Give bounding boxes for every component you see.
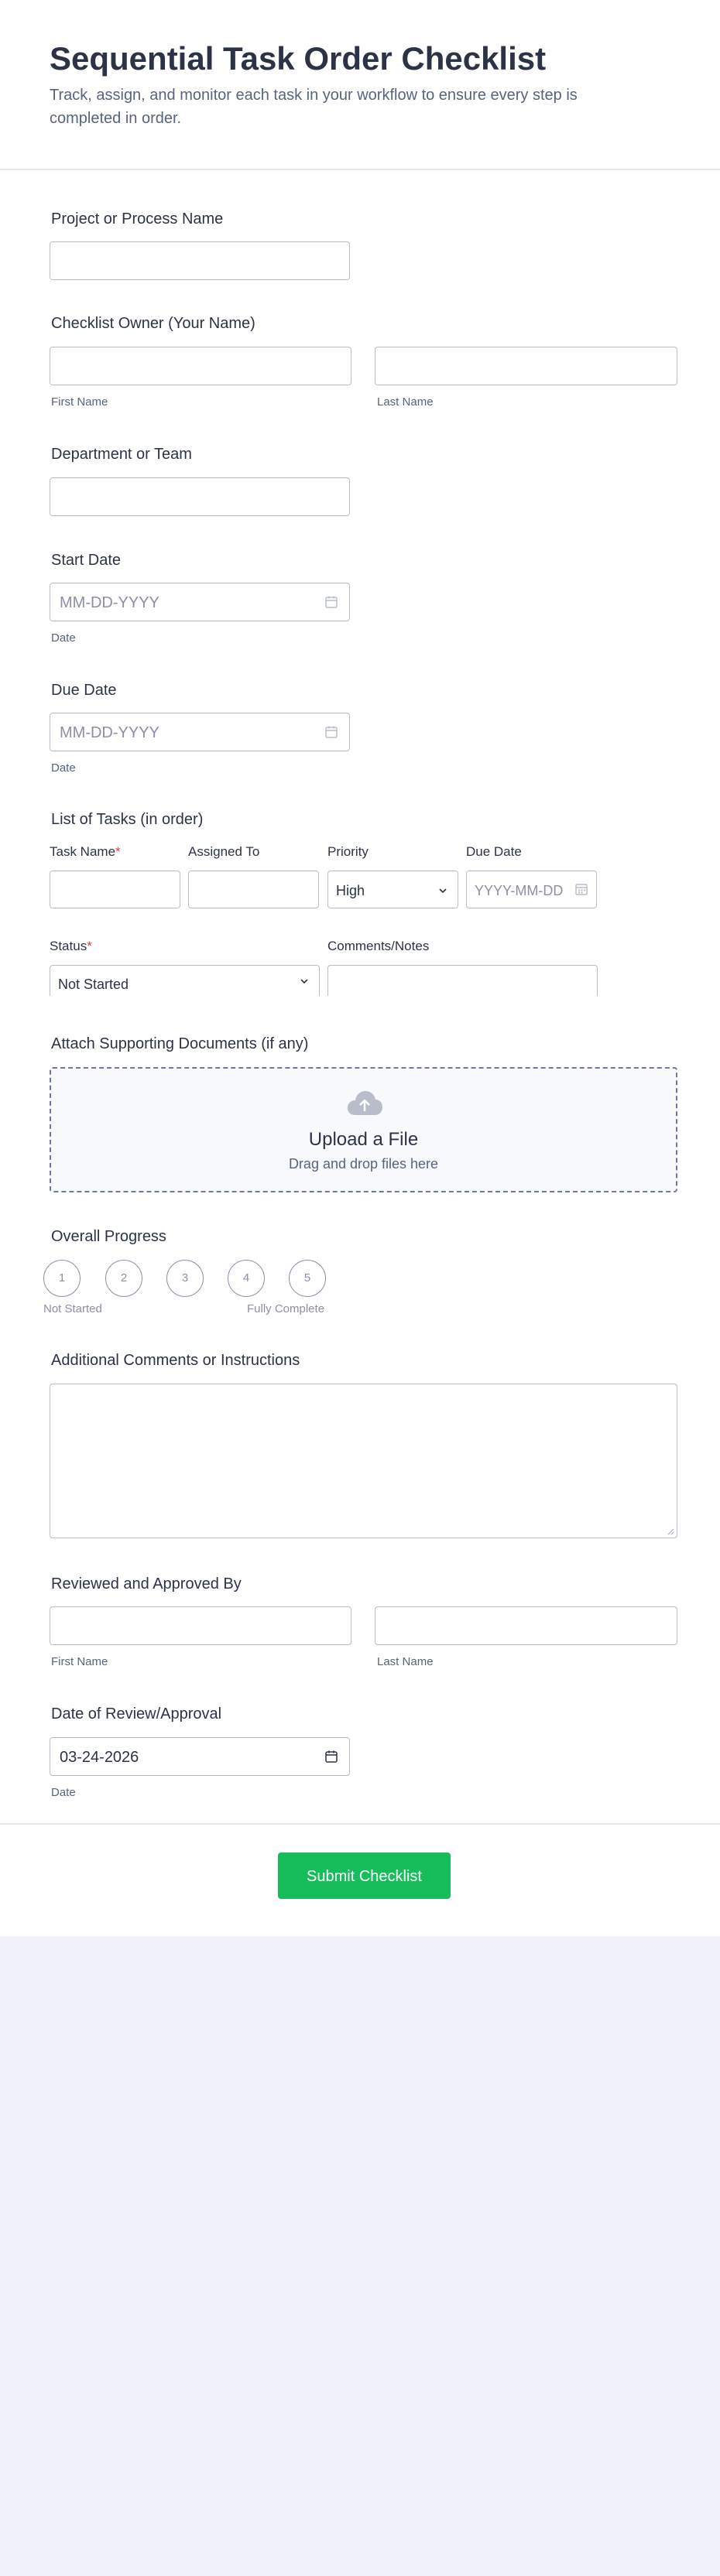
owner-first-name-sublabel: First Name <box>51 395 108 409</box>
due-date-sublabel: Date <box>51 761 76 775</box>
calendar-icon[interactable] <box>324 1750 338 1764</box>
form-header <box>0 0 720 170</box>
owner-last-name-sublabel: Last Name <box>377 395 434 409</box>
reviewer-first-name-sublabel: First Name <box>51 1655 108 1668</box>
footer-divider <box>0 1823 720 1825</box>
status-column-text: Status <box>50 939 87 953</box>
submit-button[interactable]: Submit Checklist <box>278 1852 451 1899</box>
status-select[interactable] <box>50 965 320 996</box>
file-upload-dropzone[interactable] <box>50 1067 677 1192</box>
chevron-down-icon <box>299 976 310 987</box>
upload-subtitle: Drag and drop files here <box>288 1156 439 1172</box>
priority-select[interactable] <box>327 871 458 908</box>
task-list-label: List of Tasks (in order) <box>51 811 204 828</box>
progress-high-label: Fully Complete <box>247 1302 325 1315</box>
task-name-input[interactable] <box>50 871 180 908</box>
upload-title: Upload a File <box>308 1129 419 1150</box>
assigned-to-input[interactable] <box>188 871 319 908</box>
task-comments-input[interactable] <box>327 965 598 996</box>
progress-option-4[interactable]: 4 <box>228 1260 265 1297</box>
required-mark: * <box>87 939 92 953</box>
reviewer-first-name-input[interactable] <box>50 1606 351 1645</box>
task-due-date-placeholder: YYYY-MM-DD <box>475 883 564 898</box>
resize-handle-icon[interactable] <box>667 1527 674 1535</box>
review-date-label: Date of Review/Approval <box>51 1705 222 1722</box>
start-date-input[interactable] <box>50 583 350 621</box>
progress-option-1[interactable]: 1 <box>43 1260 81 1297</box>
assigned-to-column-label: Assigned To <box>188 844 260 859</box>
status-selected-value: Not Started <box>58 977 129 992</box>
owner-label: Checklist Owner (Your Name) <box>51 315 255 332</box>
due-date-column-label: Due Date <box>466 844 522 859</box>
form-title: Sequential Task Order Checklist <box>50 40 547 77</box>
progress-low-label: Not Started <box>43 1302 102 1315</box>
start-date-sublabel: Date <box>51 631 76 645</box>
status-cell-clip <box>50 965 320 996</box>
attachments-label: Attach Supporting Documents (if any) <box>51 1035 309 1052</box>
due-date-input[interactable] <box>50 713 350 751</box>
progress-label: Overall Progress <box>51 1228 166 1245</box>
owner-first-name-input[interactable] <box>50 347 351 385</box>
task-name-column-label <box>50 843 121 860</box>
reviewer-last-name-sublabel: Last Name <box>377 1655 434 1668</box>
project-name-input[interactable] <box>50 241 350 280</box>
chevron-down-icon <box>437 885 448 896</box>
priority-selected-value: High <box>336 883 365 898</box>
reviewer-last-name-input[interactable] <box>375 1606 677 1645</box>
required-mark: * <box>115 844 121 859</box>
review-date-sublabel: Date <box>51 1786 76 1799</box>
calendar-icon[interactable] <box>324 725 338 739</box>
task-name-column-text: Task Name <box>50 844 116 859</box>
form-subtitle: Track, assign, and monitor each task in your workflow to ensure every step is completed in order. <box>50 87 578 127</box>
review-date-input[interactable] <box>50 1737 350 1776</box>
calendar-icon[interactable] <box>324 595 338 609</box>
owner-last-name-input[interactable] <box>375 347 677 385</box>
project-name-label: Project or Process Name <box>51 210 224 227</box>
progress-option-5[interactable]: 5 <box>289 1260 326 1297</box>
cloud-upload-icon <box>346 1089 383 1117</box>
due-date-placeholder: MM-DD-YYYY <box>60 724 159 741</box>
task-due-date-input[interactable] <box>466 871 597 908</box>
calendar-icon[interactable] <box>574 882 588 896</box>
reviewer-label: Reviewed and Approved By <box>51 1575 242 1592</box>
due-date-label: Due Date <box>51 682 117 699</box>
priority-column-label: Priority <box>327 844 369 859</box>
progress-option-2[interactable]: 2 <box>105 1260 142 1297</box>
status-column-label <box>50 938 92 955</box>
department-input[interactable] <box>50 477 350 516</box>
department-label: Department or Team <box>51 446 192 463</box>
comments-textarea[interactable] <box>50 1384 677 1538</box>
comments-label: Additional Comments or Instructions <box>51 1352 300 1369</box>
review-date-value: 03-24-2026 <box>60 1749 139 1766</box>
start-date-placeholder: MM-DD-YYYY <box>60 594 159 611</box>
comments-column-label: Comments/Notes <box>327 939 430 953</box>
comments-cell-clip <box>327 965 598 996</box>
start-date-label: Start Date <box>51 552 122 569</box>
progress-option-3[interactable]: 3 <box>166 1260 204 1297</box>
